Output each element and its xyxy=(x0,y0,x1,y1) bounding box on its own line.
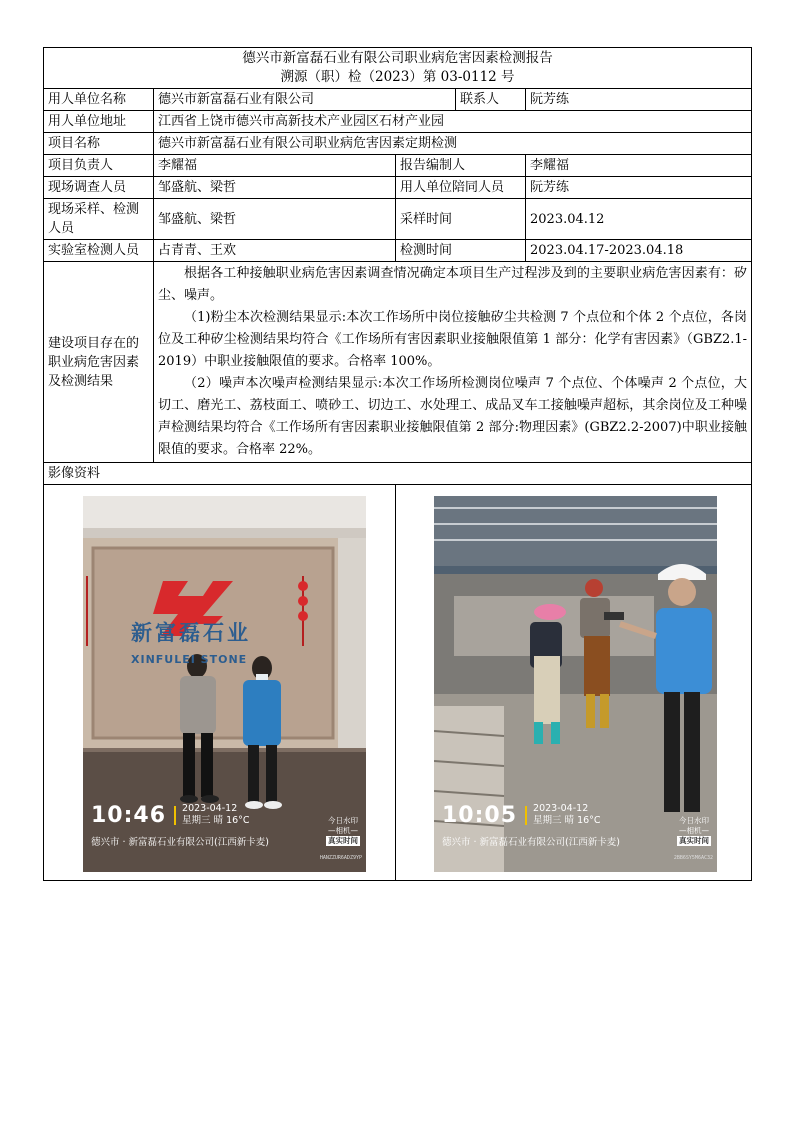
contact-value: 阮芳练 xyxy=(526,89,752,111)
hazards-results xyxy=(154,262,752,463)
project-name-label: 项目名称 xyxy=(44,133,154,155)
watermark-stamp xyxy=(442,803,620,852)
noise-results: （2）噪声本次噪声检测结果显示:本次工作场所检测岗位噪声 7 个点位、个体噪声 2 个点位，大切工、磨光工、荔枝面工、喷砂工、切边工、水处理工、成品叉车工接触噪声超标，其余岗位及工种噪声检测结果均符合《工作场所有害因素职业接触限值第 2 部分:物理因素》(GBZ2.2-2007)中职业接触限值的要求。合格率 22%。 xyxy=(158,376,748,457)
sign-text-en: XINFULEI STONE xyxy=(131,653,248,666)
watermark-date xyxy=(527,803,601,827)
lab-staff: 占青青、王欢 xyxy=(154,240,396,262)
report-number: 溯源（职）检（2023）第 03-0112 号 xyxy=(280,69,515,85)
photo-cell-1 xyxy=(44,485,396,881)
watermark-time: 10:05 xyxy=(442,806,527,825)
watermark-date-value: 2023-04-12 xyxy=(533,803,589,814)
brand-line-1: 今日水印 xyxy=(679,816,709,825)
report-sheet xyxy=(43,47,751,881)
photo-workshop xyxy=(434,496,717,872)
watermark-weather: 星期三 晴 16°C xyxy=(182,815,250,826)
escort-label: 用人单位陪同人员 xyxy=(396,177,526,199)
test-time: 2023.04.17-2023.04.18 xyxy=(526,240,752,262)
watermark-code: 2BB6SY5M6AC32 xyxy=(673,855,713,861)
watermark-time: 10:46 xyxy=(91,806,176,825)
photo-cell-2 xyxy=(396,485,752,881)
employer-address-label: 用人单位地址 xyxy=(44,111,154,133)
survey-staff: 邹盛航、梁哲 xyxy=(154,177,396,199)
hazards-intro: 根据各工种接触职业病危害因素调查情况确定本项目生产过程涉及到的主要职业病危害因素有：矽尘、噪声。 xyxy=(158,266,748,303)
watermark-stamp xyxy=(91,803,269,852)
brand-line-1: 今日水印 xyxy=(328,816,358,825)
brand-tag: 真实时间 xyxy=(328,836,358,845)
project-lead: 李耀福 xyxy=(154,155,396,177)
watermark-brand xyxy=(677,816,711,846)
project-lead-label: 项目负责人 xyxy=(44,155,154,177)
report-header xyxy=(44,48,752,89)
test-time-label: 检测时间 xyxy=(396,240,526,262)
sampling-time: 2023.04.12 xyxy=(526,199,752,240)
report-table xyxy=(43,47,752,881)
brand-line-2: —相机— xyxy=(328,826,358,835)
images-label: 影像资料 xyxy=(44,463,752,485)
sampling-staff: 邹盛航、梁哲 xyxy=(154,199,396,240)
escort-value: 阮芳练 xyxy=(526,177,752,199)
lab-staff-label: 实验室检测人员 xyxy=(44,240,154,262)
contact-label: 联系人 xyxy=(456,89,526,111)
brand-tag: 真实时间 xyxy=(679,836,709,845)
employer-address: 江西省上饶市德兴市高新技术产业园区石材产业园 xyxy=(154,111,752,133)
photo-entrance xyxy=(83,496,366,872)
watermark-location: 德兴市 · 新富磊石业有限公司(江西新卡麦) xyxy=(442,837,620,848)
report-author-label: 报告编制人 xyxy=(396,155,526,177)
watermark-code: HANZZUR6ADZ9YP xyxy=(319,855,362,861)
sampling-staff-label: 现场采样、检测人员 xyxy=(44,199,154,240)
watermark-date-value: 2023-04-12 xyxy=(182,803,238,814)
watermark-weather: 星期三 晴 16°C xyxy=(533,815,601,826)
watermark-location: 德兴市 · 新富磊石业有限公司(江西新卡麦) xyxy=(91,837,269,848)
brand-line-2: —相机— xyxy=(679,826,709,835)
watermark-date xyxy=(176,803,250,827)
report-title: 德兴市新富磊石业有限公司职业病危害因素检测报告 xyxy=(242,50,553,66)
dust-results: （1)粉尘本次检测结果显示:本次工作场所中岗位接触矽尘共检测 7 个点位和个体 2 个点位，各岗位及工种矽尘检测结果均符合《工作场所有害因素职业接触限值第 1 部分：化学有害因素》（GBZ2.1-2019）中职业接触限值的要求。合格率 100%。 xyxy=(158,310,748,369)
report-author: 李耀福 xyxy=(526,155,752,177)
hazards-label: 建设项目存在的职业病危害因素及检测结果 xyxy=(44,262,154,463)
employer-name-label: 用人单位名称 xyxy=(44,89,154,111)
watermark-brand xyxy=(326,816,360,846)
survey-staff-label: 现场调查人员 xyxy=(44,177,154,199)
sampling-time-label: 采样时间 xyxy=(396,199,526,240)
employer-name: 德兴市新富磊石业有限公司 xyxy=(154,89,456,111)
project-name: 德兴市新富磊石业有限公司职业病危害因素定期检测 xyxy=(154,133,752,155)
sign-text-cn: 新富磊石业 xyxy=(131,621,251,645)
